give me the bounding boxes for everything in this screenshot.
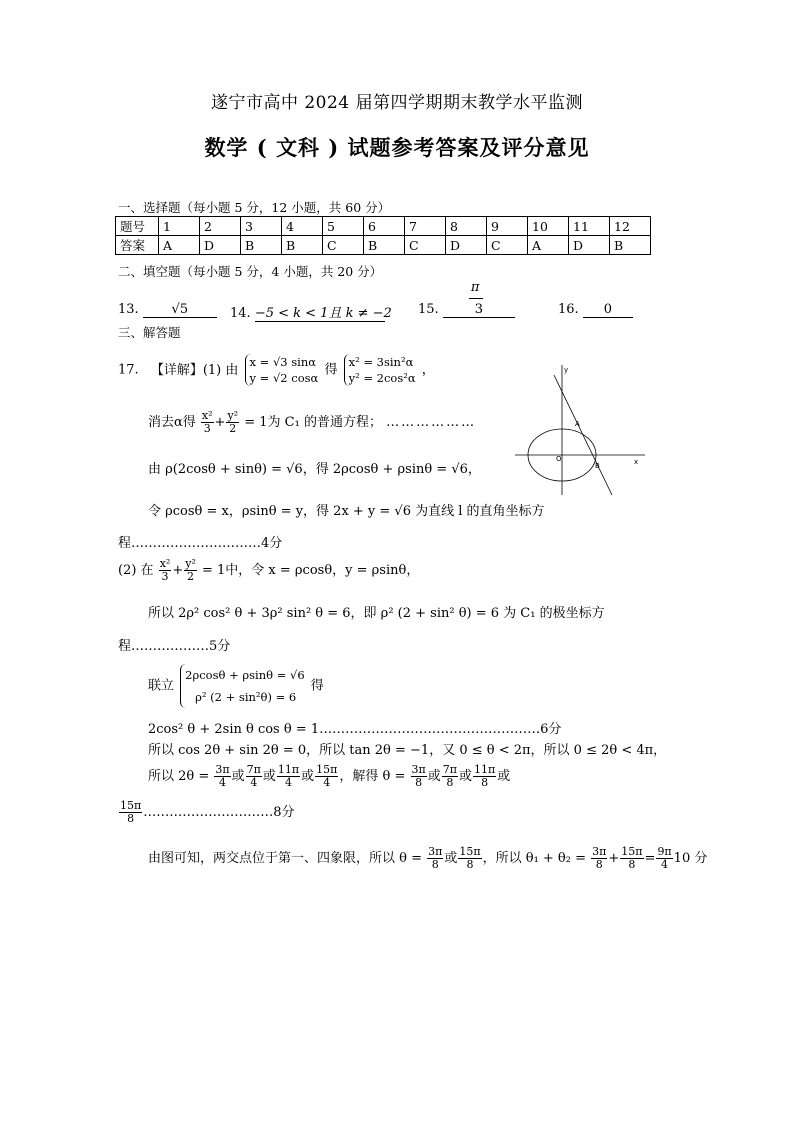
fraction	[214, 764, 230, 789]
fraction-numerator: 3π	[428, 845, 443, 858]
fraction	[201, 410, 214, 435]
text: 或	[459, 769, 473, 784]
fraction-denominator: 8	[446, 776, 454, 789]
fraction-denominator: 8	[481, 776, 489, 789]
fraction-denominator: 8	[415, 776, 423, 789]
fraction	[458, 846, 481, 871]
table-cell: C	[323, 236, 364, 255]
fraction-numerator: x²	[201, 409, 213, 422]
q17-line-14	[148, 846, 707, 871]
fraction-numerator: π	[470, 280, 480, 295]
header-title: 遂宁市高中 2024 届第四学期期末教学水平监测	[210, 93, 584, 113]
table-cell: 5	[323, 217, 364, 236]
table-cell: B	[364, 236, 405, 255]
equation-system	[245, 354, 319, 386]
table-cell: C	[405, 236, 446, 255]
text: 或	[301, 769, 315, 784]
equation-system	[344, 354, 416, 386]
table-cell: 1	[159, 217, 200, 236]
table-cell: 4	[282, 217, 323, 236]
fraction	[246, 764, 262, 789]
fraction	[119, 800, 142, 825]
q17-line-12	[148, 764, 510, 789]
table-cell: A	[528, 236, 569, 255]
fraction-numerator: 15π	[120, 799, 142, 812]
fraction-bar	[469, 298, 483, 299]
answer-value: −5 < k < 1且 k ≠ −2	[255, 302, 385, 322]
fraction	[473, 764, 496, 789]
fraction-denominator: 8	[127, 812, 135, 825]
straight-line	[554, 375, 612, 495]
answer-value: 0	[583, 302, 633, 318]
fraction	[620, 846, 643, 871]
fraction-numerator: 9π	[657, 845, 672, 858]
equation: y = √2 cosα	[249, 371, 319, 385]
fraction-denominator: 2	[229, 422, 237, 435]
point-b-label: B	[595, 462, 600, 470]
y-axis-label: y	[564, 366, 569, 374]
fraction	[591, 846, 607, 871]
text: (2) 在	[118, 563, 154, 578]
fraction	[315, 764, 338, 789]
equation: x = √3 sinα	[249, 355, 317, 369]
q17-line-9	[148, 664, 324, 708]
table-cell: B	[241, 236, 282, 255]
q17-line-2: 消去α得 $\frac{\text{x²}}{3}$ + $\frac{\text{y²}}{2}$ = 1为 C₁ 的普通方程； ………………	[148, 409, 477, 435]
score-dots: ………………	[386, 415, 477, 430]
section-solutions: 三、解答题	[118, 325, 181, 340]
section-multiple-choice: 一、选择题（每小题 5 分，12 小题，共 60 分）	[118, 200, 391, 215]
text: 消去α得	[148, 415, 196, 430]
table-row-answers	[116, 236, 651, 255]
fraction-numerator: y²	[227, 409, 239, 422]
fraction	[226, 410, 239, 435]
fraction-denominator: 4	[323, 776, 331, 789]
text: ，解得 θ =	[339, 769, 406, 784]
fraction	[656, 846, 672, 871]
answer-value	[443, 280, 515, 318]
fraction	[427, 846, 443, 871]
table-cell: B	[610, 236, 651, 255]
text: 或	[231, 769, 245, 784]
q17-line-13	[118, 800, 295, 825]
equation: x² = 3sin²α	[348, 355, 414, 369]
fraction-denominator: 2	[187, 570, 195, 583]
text: 或	[497, 769, 511, 784]
text: 联立	[148, 678, 175, 694]
answer-table	[115, 216, 651, 255]
text: 得	[324, 362, 338, 378]
fraction	[411, 764, 427, 789]
table-cell: D	[200, 236, 241, 255]
table-header-cell: 题号	[116, 217, 159, 236]
table-cell: 3	[241, 217, 282, 236]
table-cell: 6	[364, 217, 405, 236]
fraction-denominator: 8	[466, 858, 474, 871]
table-cell: 7	[405, 217, 446, 236]
table-cell: 11	[569, 217, 610, 236]
text: 或	[444, 851, 458, 866]
fill-answer-14	[230, 302, 392, 322]
equation: ρ² (2 + sin²θ) = 6	[195, 690, 297, 704]
fraction-denominator: 4	[250, 776, 258, 789]
fraction-numerator: 3π	[411, 763, 426, 776]
fraction-denominator: 4	[661, 858, 669, 871]
fraction	[159, 558, 172, 583]
score-dots: …………………………8分	[143, 805, 295, 820]
q17-line-1	[118, 354, 435, 386]
text: 得	[310, 678, 324, 694]
fraction-denominator: 8	[431, 858, 439, 871]
fraction-numerator: 11π	[474, 763, 496, 776]
q17-line-4: 令 ρcosθ = x，ρsinθ = y，得 2x + y = √6 为直线 l 的直角坐标方	[148, 504, 545, 519]
text: 由图可知，两交点位于第一、四象限，所以 θ =	[148, 851, 422, 866]
origin-label: O	[556, 455, 562, 463]
fill-answer-16	[558, 302, 633, 318]
fraction-denominator: 3	[203, 422, 211, 435]
table-cell: B	[282, 236, 323, 255]
q17-line-3: 由 ρ(2cosθ + sinθ) = √6，得 2ρcosθ + ρsinθ = √6，	[148, 462, 481, 477]
q17-line-7: 所以 2ρ² cos² θ + 3ρ² sin² θ = 6，即 ρ² (2 + sin² θ) = 6 为 C₁ 的极坐标方	[148, 606, 605, 621]
table-cell: D	[569, 236, 610, 255]
text: ，所以 θ₁ + θ₂ =	[482, 851, 587, 866]
fraction	[277, 764, 300, 789]
table-cell: 8	[446, 217, 487, 236]
fraction	[442, 764, 458, 789]
ellipse-line-figure	[510, 360, 650, 500]
table-header-cell: 答案	[116, 236, 159, 255]
fraction-denominator: 4	[219, 776, 227, 789]
q17-line-10: 2cos² θ + 2sin θ cos θ = 1……………………………………………6分	[148, 722, 562, 737]
fraction-numerator: 7π	[246, 763, 261, 776]
question-number: 15.	[418, 302, 439, 317]
text: 或	[262, 769, 276, 784]
fraction-denominator: 3	[161, 570, 169, 583]
equation: y² = 2cos²α	[348, 371, 416, 385]
fraction-denominator: 4	[285, 776, 293, 789]
fraction-denominator: 3	[474, 302, 483, 317]
text: 10 分	[673, 851, 708, 866]
question-number: 14.	[230, 306, 251, 321]
text: +	[608, 851, 620, 866]
q17-line-8: 程………………5分	[118, 639, 231, 654]
fraction-numerator: 15π	[621, 845, 643, 858]
question-number: 13.	[118, 302, 139, 317]
fraction-numerator: 15π	[316, 763, 338, 776]
fraction-numerator: y²	[185, 557, 196, 570]
q17-line-6: (2) 在 $\frac{\text{x²}}{3}$ + $\frac{\text{y²}}{2}$ = 1中，令 x = ρcosθ，y = ρsinθ，	[118, 557, 420, 583]
fraction-numerator: 15π	[459, 845, 481, 858]
x-axis-label: x	[634, 458, 639, 466]
text: = 1为 C₁ 的普通方程；	[244, 415, 382, 430]
fraction-numerator: x²	[159, 557, 171, 570]
fraction-numerator: 7π	[442, 763, 457, 776]
fraction-numerator: 11π	[277, 763, 300, 776]
table-cell: 9	[487, 217, 528, 236]
equation: 2ρcosθ + ρsinθ = √6	[185, 668, 305, 682]
fraction-denominator: 8	[628, 858, 636, 871]
table-cell: 2	[200, 217, 241, 236]
text: = 1中，令 x = ρcosθ，y = ρsinθ，	[202, 563, 420, 578]
text: ，	[421, 362, 435, 378]
table-cell: 10	[528, 217, 569, 236]
fraction-numerator: 3π	[215, 763, 230, 776]
detail-label: 【详解】(1) 由	[150, 362, 239, 378]
fraction	[184, 558, 197, 583]
fraction-numerator: 3π	[592, 845, 607, 858]
table-cell: C	[487, 236, 528, 255]
table-cell: A	[159, 236, 200, 255]
text: 所以 2θ =	[148, 769, 210, 784]
table-cell: 12	[610, 217, 651, 236]
question-number: 17.	[118, 362, 139, 378]
text: =	[644, 851, 656, 866]
document-title: 数学 ( 文科 ) 试题参考答案及评分意见	[204, 135, 590, 160]
q17-line-11: 所以 cos 2θ + sin 2θ = 0，所以 tan 2θ = −1，又 0 ≤ θ < 2π，所以 0 ≤ 2θ < 4π，	[148, 743, 667, 758]
point-a-label: A	[575, 420, 580, 428]
table-cell: D	[446, 236, 487, 255]
fill-answer-13	[118, 302, 217, 318]
fill-answer-15	[418, 280, 515, 318]
question-number: 16.	[558, 302, 579, 317]
q17-line-5: 程…………………………4分	[118, 536, 283, 551]
section-fill-in: 二、填空题（每小题 5 分，4 小题，共 20 分）	[118, 264, 383, 279]
table-row-numbers	[116, 217, 651, 236]
equation-system	[180, 664, 304, 708]
fraction-denominator: 8	[595, 858, 603, 871]
text: 或	[427, 769, 441, 784]
answer-value: √5	[143, 302, 217, 318]
